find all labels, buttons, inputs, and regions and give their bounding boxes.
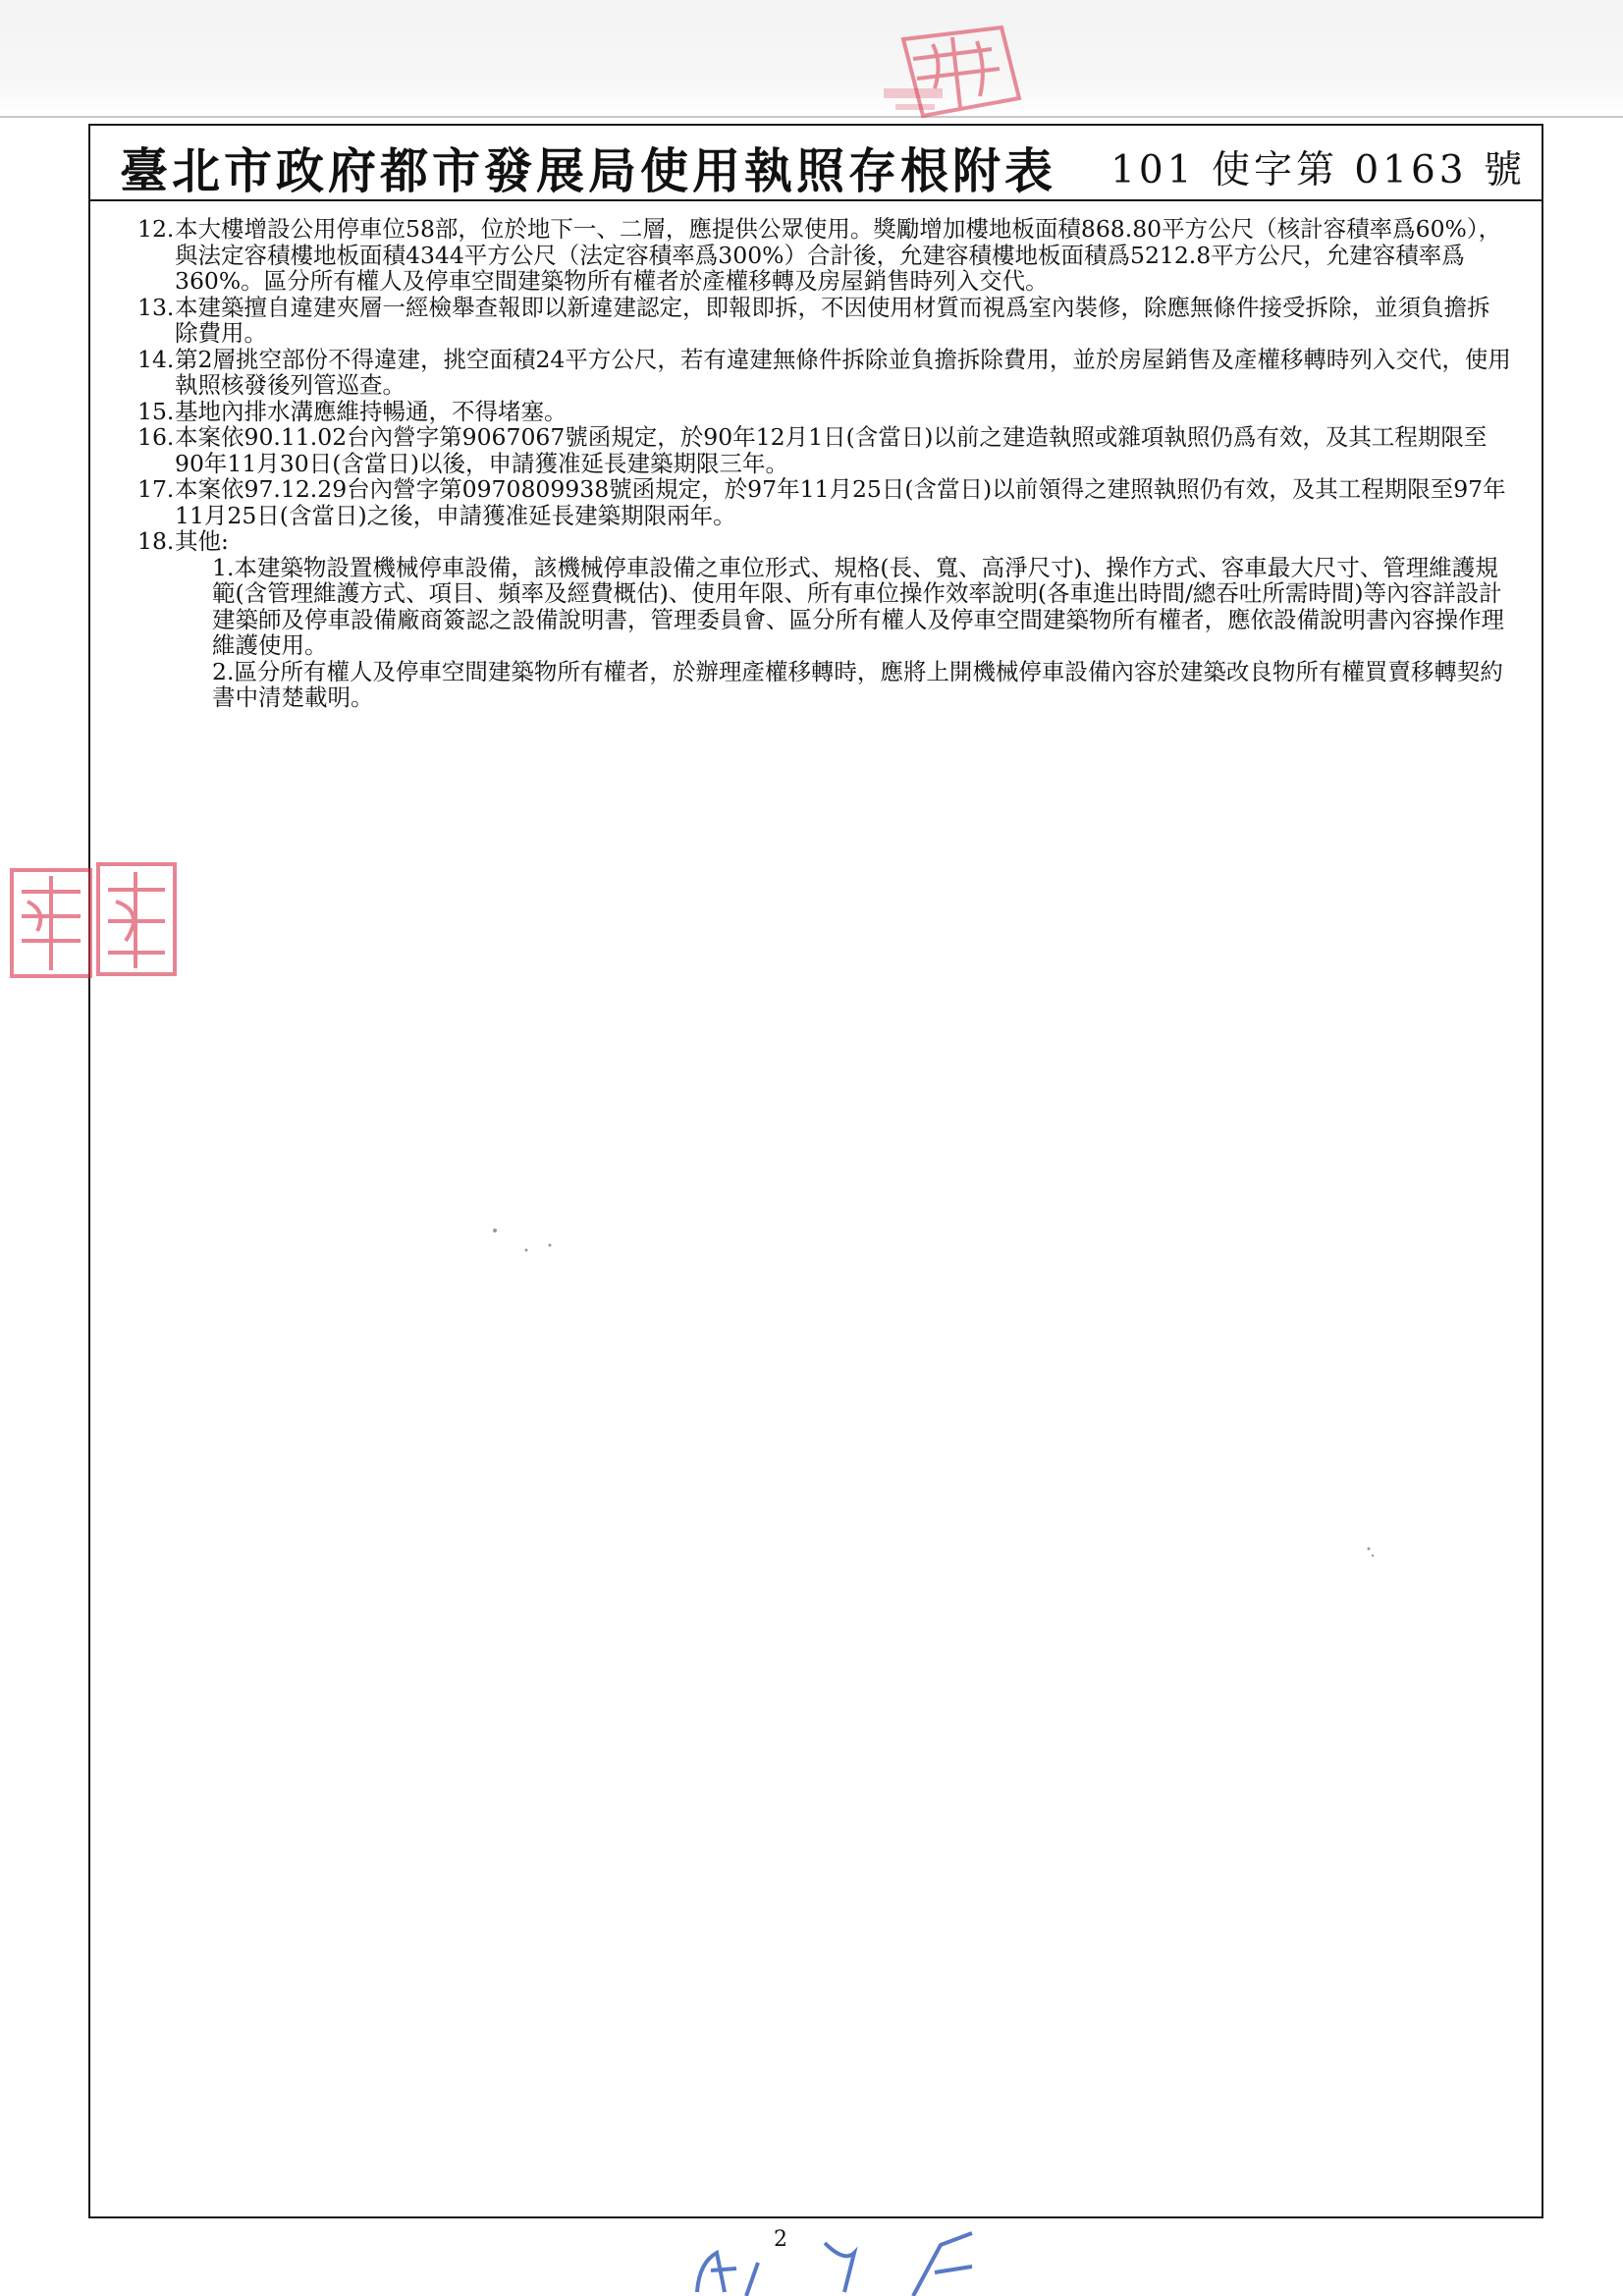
item-number: 17. bbox=[137, 475, 175, 503]
item-text: 本建築擅自違建夾層一經檢舉查報即以新違建認定，即報即拆，不因使用材質而視爲室內裝修，除應無條件接受拆除，並須負擔拆除費用。 bbox=[175, 293, 1490, 347]
conditions-list bbox=[137, 216, 1512, 711]
blue-handwritten-mark bbox=[677, 2223, 992, 2296]
scan-top-edge bbox=[0, 116, 1623, 118]
red-seal-stamp-top bbox=[884, 20, 1031, 128]
condition-item bbox=[137, 216, 1512, 295]
item-number: 18. bbox=[137, 527, 175, 555]
item-text: 本案依97.12.29台內營字第0970809938號函規定，於97年11月25日(含當日)以前領得之建照執照仍有效，及其工程期限至97年11月25日(含當日)之後，申請獲准延長建築期限兩年。 bbox=[175, 475, 1506, 529]
red-seal-stamp-left bbox=[8, 862, 180, 988]
condition-item bbox=[137, 476, 1512, 528]
condition-item bbox=[137, 424, 1512, 476]
item-number: 15. bbox=[137, 397, 175, 425]
item-number: 14. bbox=[137, 345, 175, 373]
sub-item-list bbox=[175, 555, 1512, 711]
item-text: 本大樓增設公用停車位58部，位於地下一、二層，應提供公眾使用。獎勵增加樓地板面積868.80平方公尺（核計容積率爲60%），與法定容積樓地板面積4344平方公尺（法定容積率爲300%）合計後，允建容積樓地板面積爲5212.8平方公尺，允建容積率爲360%。區分所有權人及停車空間建築物所有權者於產權移轉及房屋銷售時列入交代。 bbox=[175, 215, 1502, 295]
condition-item bbox=[137, 347, 1512, 399]
item-number: 13. bbox=[137, 293, 175, 321]
license-number: 101 使字第 0163 號 bbox=[1110, 148, 1526, 192]
item-text: 第2層挑空部份不得違建，挑空面積24平方公尺，若有違建無條件拆除並負擔拆除費用，並於房屋銷售及產權移轉時列入交代，使用執照核發後列管巡查。 bbox=[175, 345, 1511, 399]
document-frame bbox=[88, 124, 1543, 2218]
condition-item bbox=[137, 399, 1512, 425]
condition-item bbox=[137, 295, 1512, 347]
page-number: 2 bbox=[774, 2227, 787, 2252]
item-text: 基地內排水溝應維持暢通，不得堵塞。 bbox=[175, 397, 568, 425]
sub-item: 2.區分所有權人及停車空間建築物所有權者，於辦理產權移轉時，應將上開機械停車設備內容於建築改良物所有權買賣移轉契約書中清楚載明。 bbox=[212, 657, 1503, 711]
item-text: 本案依90.11.02台內營字第9067067號函規定，於90年12月1日(含當日)以前之建造執照或雜項執照仍爲有效，及其工程期限至90年11月30日(含當日)以後，申請獲准延長建築期限三年。 bbox=[175, 423, 1488, 477]
condition-item-other bbox=[137, 528, 1512, 711]
scan-top-band bbox=[0, 0, 1623, 116]
document-title: 臺北市政府都市發展局使用執照存根附表 bbox=[120, 143, 1057, 199]
item-number: 16. bbox=[137, 423, 175, 451]
document-header bbox=[90, 126, 1542, 201]
item-text: 其他: bbox=[175, 527, 229, 555]
item-number: 12. bbox=[137, 215, 175, 243]
sub-item: 1.本建築物設置機械停車設備，該機械停車設備之車位形式、規格(長、寬、高淨尺寸)、操作方式、容車最大尺寸、管理維護規範(含管理維護方式、項目、頻率及經費概估)、使用年限、所有車位操作效率說明(各車進出時間/總吞吐所需時間)等內容詳設計建築師及停車設備廠商簽認之設備說明書，管理委員會、區分所有權人及停車空間建築物所有權者，應依設備說明書內容操作理維護使用。 bbox=[212, 553, 1504, 659]
